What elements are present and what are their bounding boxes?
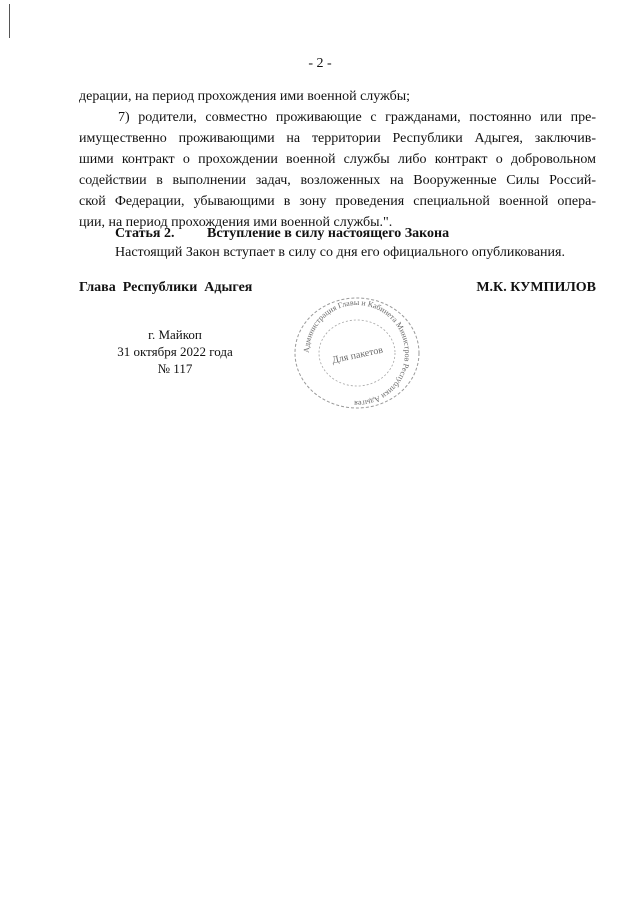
item7-line: шими контракт о прохождении военной службы либо контракт о добровольном bbox=[79, 152, 596, 167]
stamp-ring-text: Администрация Главы и Кабинета Министров Республики Адыгея bbox=[301, 297, 413, 409]
article-text: Настоящий Закон вступает в силу со дня его официального опубликования. bbox=[115, 245, 565, 260]
item7-line: 7) родители, совместно проживающие с гражданами, постоянно или пре- bbox=[118, 110, 596, 125]
signatory-title: Глава Республики Адыгея bbox=[79, 280, 253, 295]
stamp-center-text: Для пакетов bbox=[331, 344, 384, 367]
date: 31 октября 2022 года bbox=[117, 344, 233, 359]
article-heading bbox=[115, 226, 449, 242]
page-number: - 2 - bbox=[308, 56, 332, 71]
scan-edge-mark bbox=[9, 4, 10, 38]
signatory-name: М.К. КУМПИЛОВ bbox=[476, 280, 596, 295]
body-text bbox=[79, 86, 596, 233]
law-number: № 117 bbox=[157, 361, 193, 376]
continuation-line: дерации, на период прохождения ими военной службы; bbox=[79, 89, 410, 104]
official-stamp bbox=[291, 294, 423, 412]
city: г. Майкоп bbox=[148, 327, 202, 342]
item7-line: ской Федерации, убывающими в зону проведения специальной военной опера- bbox=[79, 194, 596, 209]
article-title: Вступление в силу настоящего Закона bbox=[207, 226, 450, 241]
place-date-block bbox=[100, 326, 250, 377]
article-number: Статья 2. bbox=[115, 226, 175, 241]
item7-line: содействии в выполнении задач, возложенных на Вооруженные Силы Россий- bbox=[79, 173, 596, 188]
item7-line: имущественно проживающими на территории Республики Адыгея, заключив- bbox=[79, 131, 596, 146]
item7-line: ции, на период прохождения ими военной службы.". bbox=[79, 215, 393, 230]
